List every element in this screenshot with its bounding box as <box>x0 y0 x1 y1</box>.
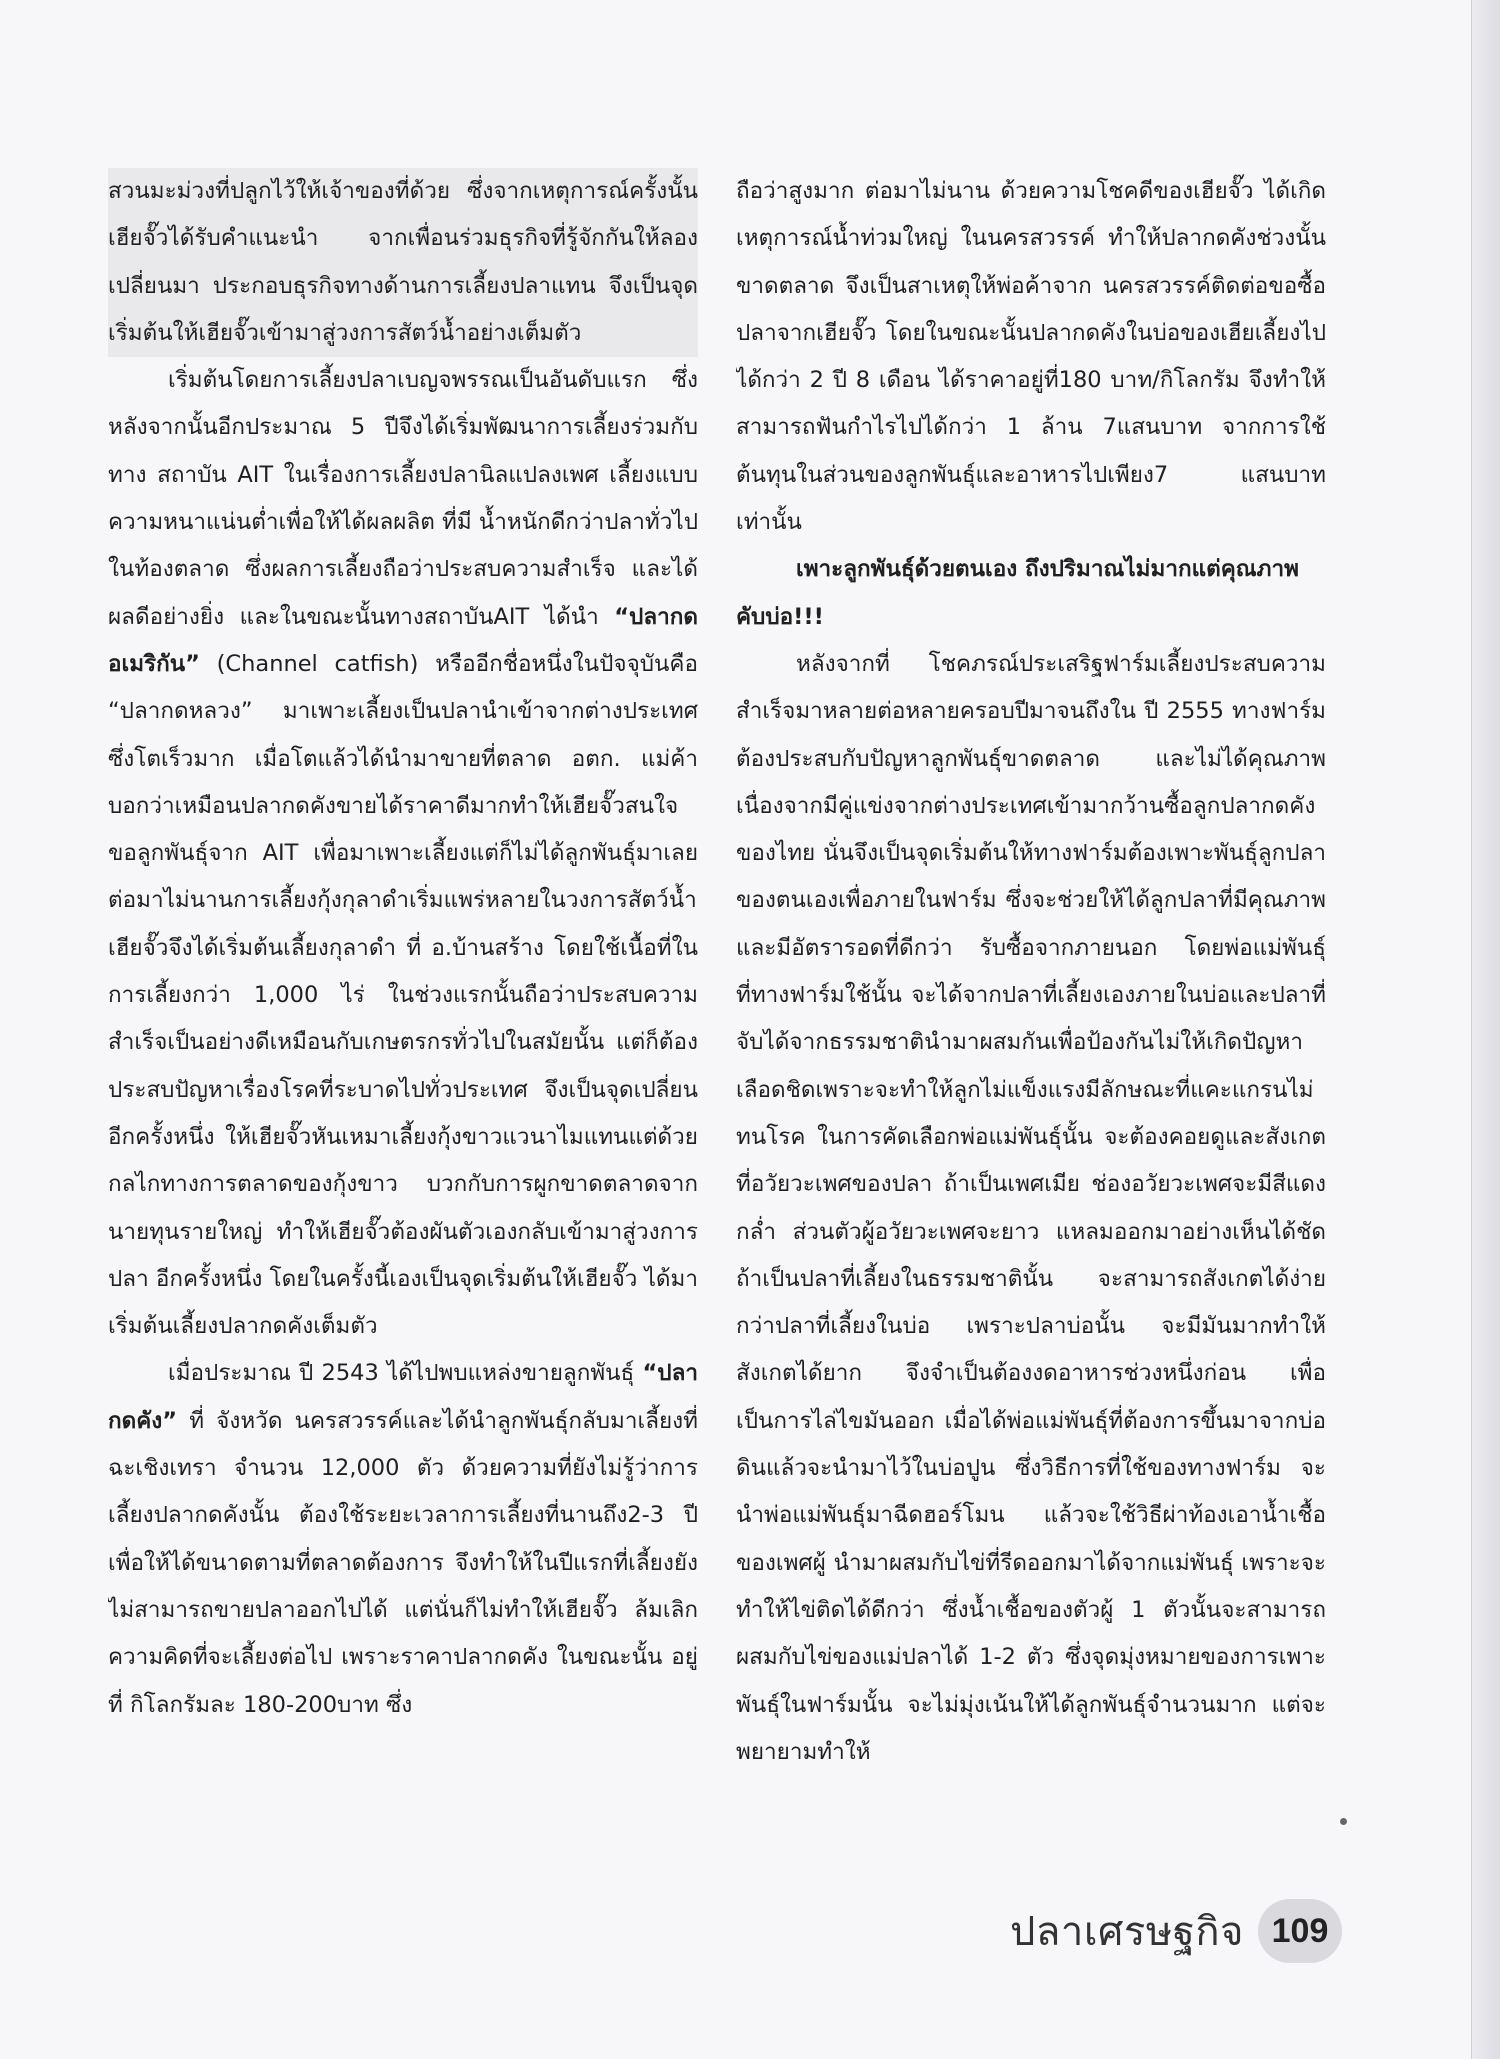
page-number: 109 <box>1258 1899 1342 1963</box>
paragraph-3-rest: ที่ จังหวัด นครสวรรค์และได้นำลูกพันธุ์กลับมาเลี้ยงที่ฉะเชิงเทรา จำนวน 12,000 ตัว ด้วยความที่ยังไม่รู้ว่าการเลี้ยงปลากดคังนั้น ต้องใช้ระยะเวลาการเลี้ยงที่นานถึง2-3 ปี เพื่อให้ได้ขนาดตามที่ตลาดต้องการ จึงทำให้ในปีแรกที่เลี้ยงยังไม่สามารถขายปลาออกไปได้ แต่นั่นก็ไม่ทำให้เฮียจั๊ว ล้มเลิกความคิดที่จะเลี้ยงต่อไป เพราะราคาปลากดคัง ในขณะนั้น อยู่ที่ กิโลกรัมละ 180-200บาท ซึ่ง <box>108 1407 698 1718</box>
paragraph-5: หลังจากที่ โชคภรณ์ประเสริฐฟาร์มเลี้ยงประสบความสำเร็จมาหลายต่อหลายครอบปีมาจนถึงใน ปี 2555 ทางฟาร์มต้องประสบกับปัญหาลูกพันธุ์ขาดตลาด และไม่ได้คุณภาพ เนื่องจากมีคู่แข่งจากต่างประเทศเข้ามากว้านซื้อลูกปลากดคังของไทย นั่นจึงเป็นจุดเริ่มต้นให้ทางฟาร์มต้องเพาะพันธุ์ลูกปลาของตนเองเพื่อภายในฟาร์ม ซึ่งจะช่วยให้ได้ลูกปลาที่มีคุณภาพ และมีอัตรารอดที่ดีกว่า รับซื้อจากภายนอก โดยพ่อแม่พันธุ์ที่ทางฟาร์มใช้นั้น จะได้จากปลาที่เลี้ยงเองภายในบ่อและปลาที่จับได้จากธรรมชาตินำมาผสมกันเพื่อป้องกันไม่ให้เกิดปัญหาเลือดชิดเพราะจะทำให้ลูกไม่แข็งแรงมีลักษณะที่แคะแกรนไม่ทนโรค ในการคัดเลือกพ่อแม่พันธุ์นั้น จะต้องคอยดูและสังเกตที่อวัยวะเพศของปลา ถ้าเป็นเพศเมีย ช่องอวัยวะเพศจะมีสีแดงกล่ำ ส่วนตัวผู้อวัยวะเพศจะยาว แหลมออกมาอย่างเห็นได้ชัด ถ้าเป็นปลาที่เลี้ยงในธรรมชาตินั้น จะสามารถสังเกตได้ง่ายกว่าปลาที่เลี้ยงในบ่อ เพราะปลาบ่อนั้น จะมีมันมากทำให้สังเกตได้ยาก จึงจำเป็นต้องงดอาหารช่วงหนึ่งก่อน เพื่อเป็นการไล่ไขมันออก เมื่อได้พ่อแม่พันธุ์ที่ต้องการขึ้นมาจากบ่อดินแล้วจะนำมาไว้ในบ่อปูน ซึ่งวิธีการที่ใช้ของทางฟาร์ม จะนำพ่อแม่พันธุ์มาฉีดฮอร์โมน แล้วจะใช้วิธีผ่าท้องเอาน้ำเชื้อของเพศผู้ นำมาผสมกับไข่ที่รีดออกมาได้จากแม่พันธุ์ เพราะจะทำให้ไข่ติดได้ดีกว่า ซึ่งน้ำเชื้อของตัวผู้ 1 ตัวนั้นจะสามารถผสมกับไข่ของแม่ปลาได้ 1-2 ตัว ซึ่งจุดมุ่งหมายของการเพาะพันธุ์ในฟาร์มนั้น จะไม่มุ่งเน้นให้ได้ลูกพันธุ์จำนวนมาก แต่จะพยายามทำให้ <box>736 650 1326 1765</box>
paragraph-4: ถือว่าสูงมาก ต่อมาไม่นาน ด้วยความโชคดีของเฮียจั๊ว ได้เกิดเหตุการณ์น้ำท่วมใหญ่ ในนครสวรรค์ ทำให้ปลากดคังช่วงนั้นขาดตลาด จึงเป็นสาเหตุให้พ่อค้าจาก นครสวรรค์ติดต่อขอซื้อปลาจากเฮียจั๊ว โดยในขณะนั้นปลากดคังในบ่อของเฮียเลี้ยงไปได้กว่า 2 ปี 8 เดือน ได้ราคาอยู่ที่180 บาท/กิโลกรัม จึงทำให้สามารถฟันกำไรไปได้กว่า 1 ล้าน 7แสนบาท จากการใช้ต้นทุนในส่วนของลูกพันธุ์และอาหารไปเพียง7 แสนบาทเท่านั้น <box>736 178 1326 536</box>
left-column <box>108 168 698 1838</box>
paragraph-1: สวนมะม่วงที่ปลูกไว้ให้เจ้าของที่ด้วย ซึ่งจากเหตุการณ์ครั้งนั้น เฮียจั๊วได้รับคำแนะนำ จากเพื่อนร่วมธุรกิจที่รู้จักกันให้ลองเปลี่ยนมา ประกอบธุรกิจทางด้านการเลี้ยงปลาแทน จึงเป็นจุดเริ่มต้นให้เฮียจั๊วเข้ามาสู่วงการสัตว์น้ำอย่างเต็มตัว <box>108 168 698 357</box>
paragraph-2-rest: (Channel catfish) หรืออีกชื่อหนึ่งในปัจจุบันคือ “ปลากดหลวง” มาเพาะเลี้ยงเป็นปลานำเข้าจากต่างประเทศซึ่งโตเร็วมาก เมื่อโตแล้วได้นำมาขายที่ตลาด อตก. แม่ค้าบอกว่าเหมือนปลากดคังขายได้ราคาดีมากทำให้เฮียจั๊วสนใจขอลูกพันธุ์จาก AIT เพื่อมาเพาะเลี้ยงแต่ก็ไม่ได้ลูกพันธุ์มาเลย ต่อมาไม่นานการเลี้ยงกุ้งกุลาดำเริ่มแพร่หลายในวงการสัตว์น้ำ เฮียจั๊วจึงได้เริ่มต้นเลี้ยงกุลาดำ ที่ อ.บ้านสร้าง โดยใช้เนื้อที่ในการเลี้ยงกว่า 1,000 ไร่ ในช่วงแรกนั้นถือว่าประสบความสำเร็จเป็นอย่างดีเหมือนกับเกษตรกรทั่วไปในสมัยนั้น แต่ก็ต้องประสบปัญหาเรื่องโรคที่ระบาดไปทั่วประเทศ จึงเป็นจุดเปลี่ยนอีกครั้งหนึ่ง ให้เฮียจั๊วหันเหมาเลี้ยงกุ้งขาวแวนาไมแทนแต่ด้วยกลไกทางการตลาดของกุ้งขาว บวกกับการผูกขาดตลาดจากนายทุนรายใหญ่ ทำให้เฮียจั๊วต้องผันตัวเองกลับเข้ามาสู่วงการ ปลา อีกครั้งหนึ่ง โดยในครั้งนี้เองเป็นจุดเริ่มต้นให้เฮียจั๊ว ได้มาเริ่มต้นเลี้ยงปลากดคังเต็มตัว <box>108 650 698 1340</box>
paragraph-3 <box>108 1350 698 1728</box>
kod-kang-term: “ปลากดคัง” <box>108 1360 698 1434</box>
american-catfish-term: “ปลากดอเมริกัน” <box>108 603 698 677</box>
paragraph-2-text: เริ่มต้นโดยการเลี้ยงปลาเบญจพรรณเป็นอันดับแรก ซึ่งหลังจากนั้นอีกประมาณ 5 ปีจึงได้เริ่มพัฒนาการเลี้ยงร่วมกับ ทาง สถาบัน AIT ในเรื่องการเลี้ยงปลานิลแปลงเพศ เลี้ยงแบบความหนาแน่นต่ำเพื่อให้ได้ผลผลิต ที่มี น้ำหนักดีกว่าปลาทั่วไปในท้องตลาด ซึ่งผลการเลี้ยงถือว่าประสบความสำเร็จ และได้ผลดีอย่างยิ่ง และในขณะนั้นทางสถาบันAIT ได้นำ <box>108 367 698 630</box>
paragraph-3-start: เมื่อประมาณ ปี 2543 ได้ไปพบแหล่งขายลูกพันธุ์ <box>168 1360 643 1387</box>
paragraph-2 <box>108 357 698 1350</box>
right-column <box>736 168 1326 1838</box>
page-footer <box>1010 1896 1342 1966</box>
article-body <box>108 168 1326 1838</box>
page-edge <box>1471 0 1500 2059</box>
section-heading: เพาะลูกพันธุ์ด้วยตนเอง ถึงปริมาณไม่มากแต่คุณภาพคับบ่อ!!! <box>736 556 1299 630</box>
publication-title: ปลาเศรษฐกิจ <box>1009 1909 1244 1955</box>
scan-speck <box>1340 1818 1347 1825</box>
